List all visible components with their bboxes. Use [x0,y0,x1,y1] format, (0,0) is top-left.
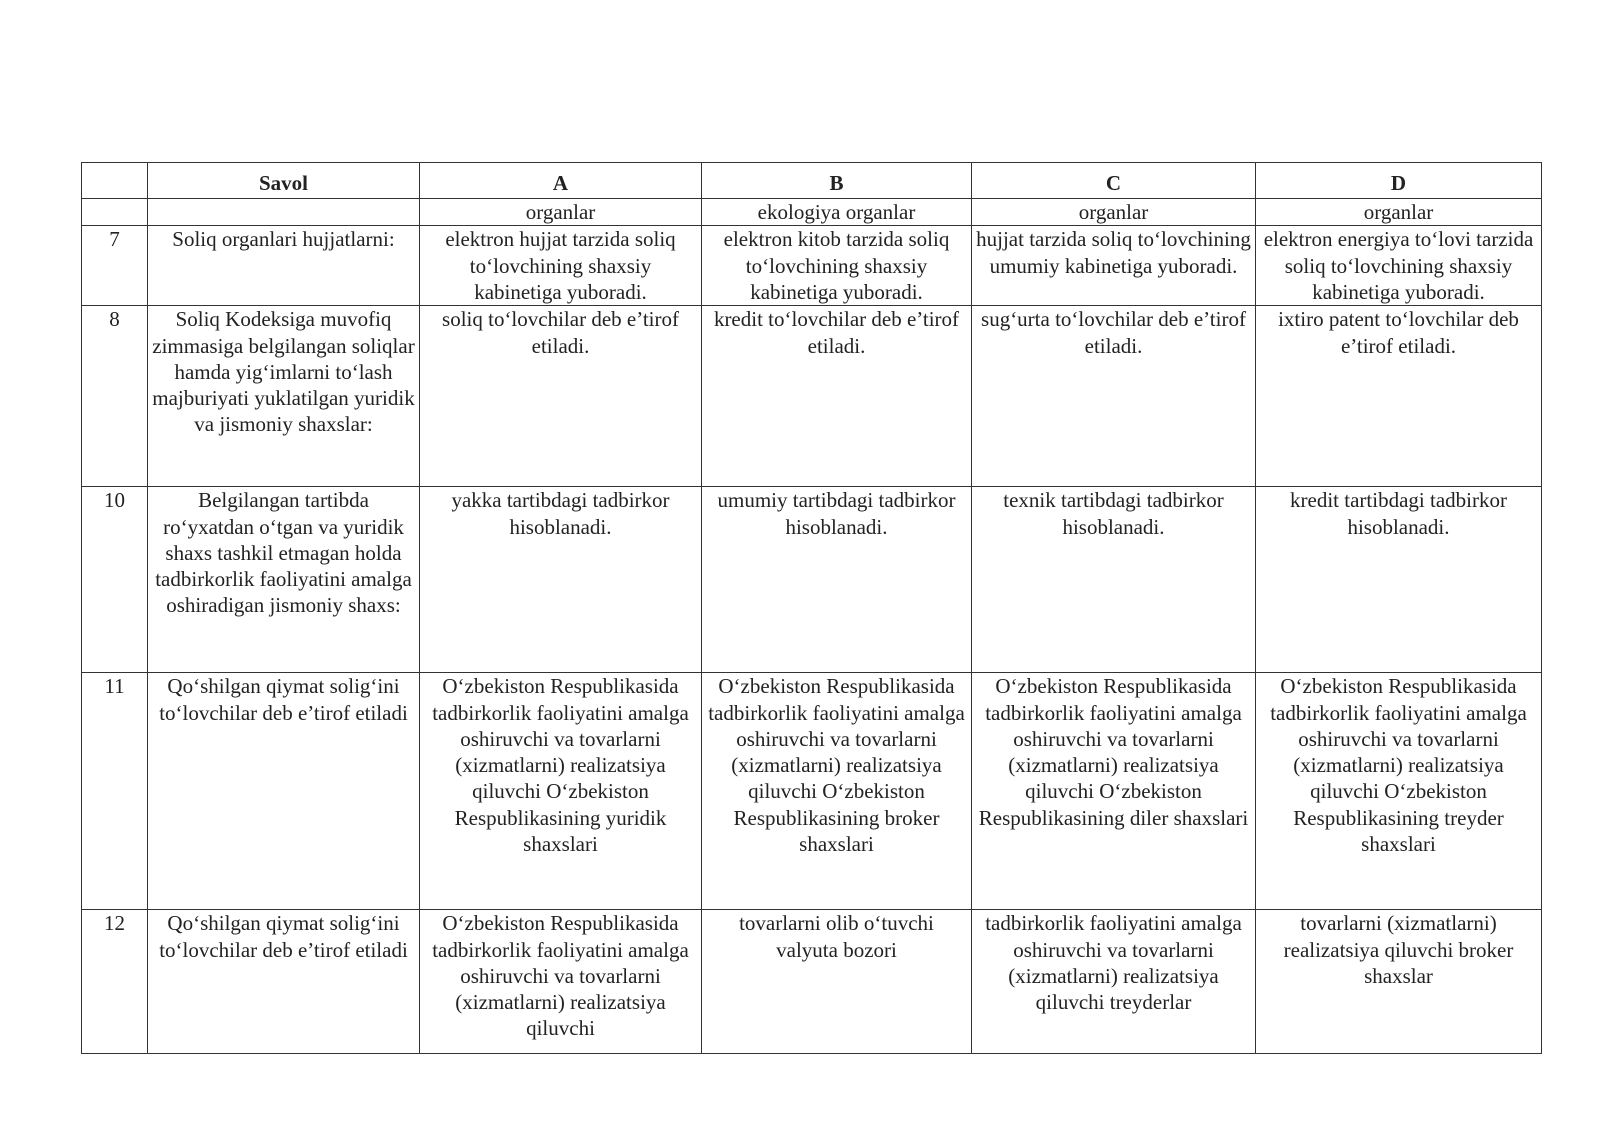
table-row [82,910,1542,1054]
cell-question: Soliq organlari hujjatlarni: [148,226,420,306]
cell-question: Qo‘shilgan qiymat solig‘ini to‘lovchilar deb e’tirof etiladi [148,910,420,1054]
header-number [82,163,148,199]
document-page [81,162,1541,1054]
table-row [82,199,1542,226]
cell-option-c: tadbirkorlik faoliyatini amalga oshiruvchi va tovarlarni (xizmatlarni) realizatsiya qiluvchi treyderlar [972,910,1256,1054]
cell-number: 11 [82,673,148,910]
cell-number [82,199,148,226]
header-option-c: C [972,163,1256,199]
cell-option-d: organlar [1256,199,1542,226]
cell-option-c: O‘zbekiston Respublikasida tadbirkorlik faoliyatini amalga oshiruvchi va tovarlarni (xizmatlarni) realizatsiya qiluvchi O‘zbekiston Respublikasining diler shaxslari [972,673,1256,910]
cell-option-d: O‘zbekiston Respublikasida tadbirkorlik faoliyatini amalga oshiruvchi va tovarlarni (xizmatlarni) realizatsiya qiluvchi O‘zbekiston Respublikasining treyder shaxslari [1256,673,1542,910]
cell-option-a: O‘zbekiston Respublikasida tadbirkorlik faoliyatini amalga oshiruvchi va tovarlarni (xizmatlarni) realizatsiya qiluvchi O‘zbekiston Respublikasining yuridik shaxslari [420,673,702,910]
table-header-row [82,163,1542,199]
cell-option-c: organlar [972,199,1256,226]
cell-option-c: sug‘urta to‘lovchilar deb e’tirof etiladi. [972,306,1256,487]
cell-option-a: yakka tartibdagi tadbirkor hisoblanadi. [420,487,702,673]
cell-option-b: kredit to‘lovchilar deb e’tirof etiladi. [702,306,972,487]
cell-question: Belgilangan tartibda ro‘yxatdan o‘tgan va yuridik shaxs tashkil etmagan holda tadbirkorlik faoliyatini amalga oshiradigan jismoniy shaxs: [148,487,420,673]
cell-option-a: elektron hujjat tarzida soliq to‘lovchining shaxsiy kabinetiga yuboradi. [420,226,702,306]
cell-option-b: elektron kitob tarzida soliq to‘lovchining shaxsiy kabinetiga yuboradi. [702,226,972,306]
header-question: Savol [148,163,420,199]
cell-option-b: O‘zbekiston Respublikasida tadbirkorlik faoliyatini amalga oshiruvchi va tovarlarni (xizmatlarni) realizatsiya qiluvchi O‘zbekiston Respublikasining broker shaxslari [702,673,972,910]
cell-option-c: texnik tartibdagi tadbirkor hisoblanadi. [972,487,1256,673]
table-row [82,226,1542,306]
cell-option-b: ekologiya organlar [702,199,972,226]
cell-number: 8 [82,306,148,487]
cell-option-c: hujjat tarzida soliq to‘lovchining umumiy kabinetiga yuboradi. [972,226,1256,306]
cell-option-a: organlar [420,199,702,226]
cell-option-d: tovarlarni (xizmatlarni) realizatsiya qiluvchi broker shaxslar [1256,910,1542,1054]
table-row [82,673,1542,910]
cell-number: 12 [82,910,148,1054]
header-option-b: B [702,163,972,199]
table-row [82,487,1542,673]
cell-option-d: kredit tartibdagi tadbirkor hisoblanadi. [1256,487,1542,673]
cell-option-d: ixtiro patent to‘lovchilar deb e’tirof etiladi. [1256,306,1542,487]
cell-option-a: O‘zbekiston Respublikasida tadbirkorlik faoliyatini amalga oshiruvchi va tovarlarni (xizmatlarni) realizatsiya qiluvchi [420,910,702,1054]
header-option-d: D [1256,163,1542,199]
cell-option-d: elektron energiya to‘lovi tarzida soliq to‘lovchining shaxsiy kabinetiga yuboradi. [1256,226,1542,306]
cell-question: Qo‘shilgan qiymat solig‘ini to‘lovchilar deb e’tirof etiladi [148,673,420,910]
cell-option-b: umumiy tartibdagi tadbirkor hisoblanadi. [702,487,972,673]
cell-number: 7 [82,226,148,306]
table-row [82,306,1542,487]
cell-option-b: tovarlarni olib o‘tuvchi valyuta bozori [702,910,972,1054]
header-option-a: A [420,163,702,199]
quiz-table [81,162,1542,1054]
cell-option-a: soliq to‘lovchilar deb e’tirof etiladi. [420,306,702,487]
cell-number: 10 [82,487,148,673]
cell-question [148,199,420,226]
cell-question: Soliq Kodeksiga muvofiq zimmasiga belgilangan soliqlar hamda yig‘imlarni to‘lash majburiyati yuklatilgan yuridik va jismoniy shaxslar: [148,306,420,487]
